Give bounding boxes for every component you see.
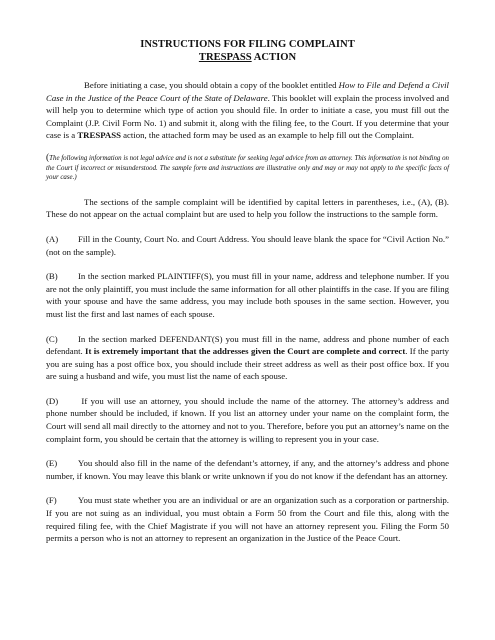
disclaimer-text: The following information is not legal advice and is not a substitute for seeking legal advice from an attorney. This information is not binding on the Court if incorrect or misunderstood. The sample form and instructions are illustrative only and may or may not apply to the specific facts of your case.) (46, 154, 449, 182)
section-f-paragraph (46, 494, 449, 544)
section-c-label: (C) (46, 333, 58, 344)
intro-text-a: Before initiating a case, you should obtain a copy of the booklet entitled (84, 80, 339, 90)
section-c-text-a: In the section marked DEFENDANT(S) you must fill in the name, address and phone number of each defendant. (46, 333, 449, 357)
intro-text-b: . This booklet will explain the process involved and will help you to determine which type of action you should file. In order to initiate a case, you must fill out the Complaint (J.P. Civil Form No. 1) and submit it, along with the filing fee, to the Court. If you determine that your case is a (46, 92, 449, 141)
intro-paragraph (46, 79, 449, 142)
disclaimer-open-paren: ( (46, 152, 50, 163)
booklet-title: How to File and Defend a Civil Case in the Justice of the Peace Court of the State of Delaware (46, 80, 449, 103)
section-d-paragraph (46, 395, 449, 445)
section-f-label: (F) (46, 495, 57, 506)
section-e-label: (E) (46, 458, 58, 469)
section-a-paragraph (46, 233, 449, 258)
disclaimer-paragraph (46, 154, 449, 183)
intro-text-c: action, the attached form may be used as an example to help fill out the Complaint. (120, 130, 414, 141)
section-e-paragraph (46, 457, 449, 482)
sections-intro-paragraph: The sections of the sample complaint will be identified by capital letters in parentheses, i.e., (A), (B). These do not appear on the actual complaint but are used to help you follow the instructions to the sample form. (46, 196, 449, 220)
subtitle-rest: ACTION (251, 52, 297, 63)
document-title: INSTRUCTIONS FOR FILING COMPLAINT (140, 39, 355, 50)
section-c-bold: It is extremely important that the addresses given the Court are complete and correct (85, 346, 406, 357)
section-b-label: (B) (46, 271, 58, 282)
section-b-paragraph (46, 270, 449, 320)
section-c-paragraph (46, 333, 449, 383)
section-a-label: (A) (46, 233, 59, 244)
trespass-keyword: TRESPASS (77, 130, 121, 141)
subtitle-underlined-word: TRESPASS (198, 52, 252, 63)
document-subtitle (46, 51, 449, 64)
section-f-text: You must state whether you are an individual or are an organization such as a corporation or partnership. If you are not suing as an individual, you must obtain a Form 50 from the Court and file this, along with the required filing fee, with the Chief Magistrate if you will not have an attorney represent you. Filing the Form 50 permits a person who is not an attorney to represent an organization in the Justice of the Peace Court. (46, 495, 449, 544)
section-e-text: You should also fill in the name of the defendant’s attorney, if any, and the attorney’s address and phone number, if known. You may leave this blank or write unknown if you do not know if the defendant has an attorney. (46, 458, 449, 481)
section-b-text: In the section marked PLAINTIFF(S), you must fill in your name, address and telephone number. If you are not the only plaintiff, you must include the same information for all other plaintiffs in the case. If you are filing with your spouse and have the same address, you may include both spouses in the same section. However, you must list the first and last names of each spouse. (46, 271, 449, 319)
section-c-text-b: . If the party you are suing has a post office box, you should include their street address as well as their post office box. If you are suing a husband and wife, you must list the name of each spouse. (46, 346, 449, 382)
section-d-label: (D) (46, 395, 59, 406)
section-a-text: Fill in the County, Court No. and Court Address. You should leave blank the space for “Civil Action No.” (not on the sample). (46, 233, 449, 257)
section-d-text: If you will use an attorney, you should include the name of the attorney. The attorney’s address and phone number should be included, if known. If you list an attorney under your name on the complaint form, the Court will send all mail directly to the attorney and not to you. Therefore, before you put an attorney’s name on the complaint form, you should be certain that the attorney is willing to represent you in your case. (46, 395, 449, 444)
